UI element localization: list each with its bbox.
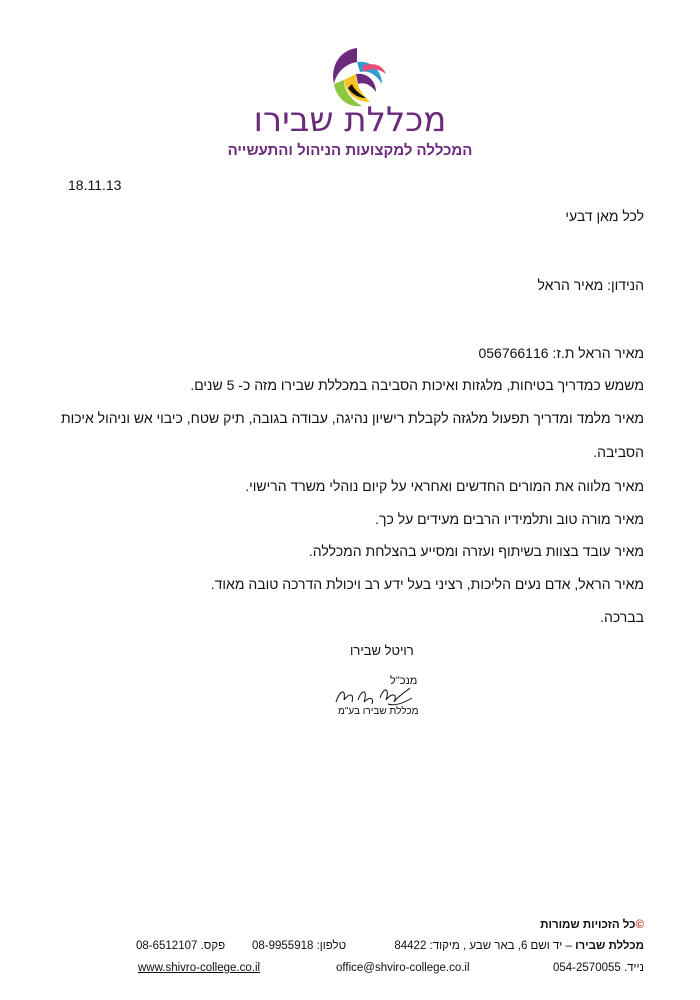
- footer-mobile: נייד. 054-2570055: [552, 962, 644, 974]
- letter-recipient: לכל מאן דבעי: [565, 208, 644, 224]
- footer-website-link[interactable]: www.shivro-college.co.il: [138, 962, 261, 974]
- footer-email-link[interactable]: office@shviro-college.co.il: [336, 962, 470, 974]
- footer-address-line: [394, 940, 644, 952]
- signer-title: מנכ"ל: [390, 675, 418, 687]
- letter-subject: הנידון: מאיר הראל: [537, 277, 644, 293]
- footer-address: – יד ושם 6, באר שבע , מיקוד: 84422: [394, 940, 576, 952]
- letter-body-paragraph: מאיר הראל, אדם נעים הליכות, רציני בעל ידע רב ויכולת הדרכה טובה מאוד.: [210, 576, 644, 592]
- letter-body-paragraph: מאיר עובד בצוות בשיתוף ועזרה ומסייע בהצלחת המכללה.: [308, 543, 644, 559]
- letter-body-paragraph: מאיר מלמד ומדריך תפעול מלגזה לקבלת רישיון נהיגה, עבודה בגובה, תיק שטח, כיבוי אש וניהול איכות הסביבה.: [60, 410, 644, 460]
- letter-body-paragraph: משמש כמדריך בטיחות, מלגזות ואיכות הסביבה במכללת שבירו מזה כ- 5 שנים.: [190, 377, 644, 393]
- copyright-symbol: ©: [635, 919, 644, 931]
- letter-id-line: מאיר הראל ת.ז: 056766116: [478, 345, 644, 361]
- signer-company: מכללת שבירו בע"מ: [338, 706, 419, 717]
- letter-body-paragraph: מאיר מורה טוב ותלמידיו הרבים מעידים על כך.: [375, 511, 644, 527]
- letter-closing: בברכה.: [600, 609, 644, 625]
- letter-date: 18.11.13: [68, 177, 122, 193]
- signer-name: רויטל שבירו: [350, 643, 414, 658]
- college-name: מכללת שבירו: [253, 100, 447, 140]
- footer-company-name: מכללת שבירו: [575, 940, 644, 952]
- college-tagline: המכללה למקצועות הניהול והתעשייה: [227, 142, 473, 159]
- footer-phone: טלפון: 08-9955918: [252, 940, 347, 952]
- footer-fax: פקס. 08-6512107: [136, 940, 226, 952]
- letter-body-paragraph: מאיר מלווה את המורים החדשים ואחראי על קיום נוהלי משרד הרישוי.: [245, 478, 644, 494]
- copyright-text: כל הזכויות שמורות: [540, 919, 636, 931]
- copyright-notice: [540, 919, 644, 931]
